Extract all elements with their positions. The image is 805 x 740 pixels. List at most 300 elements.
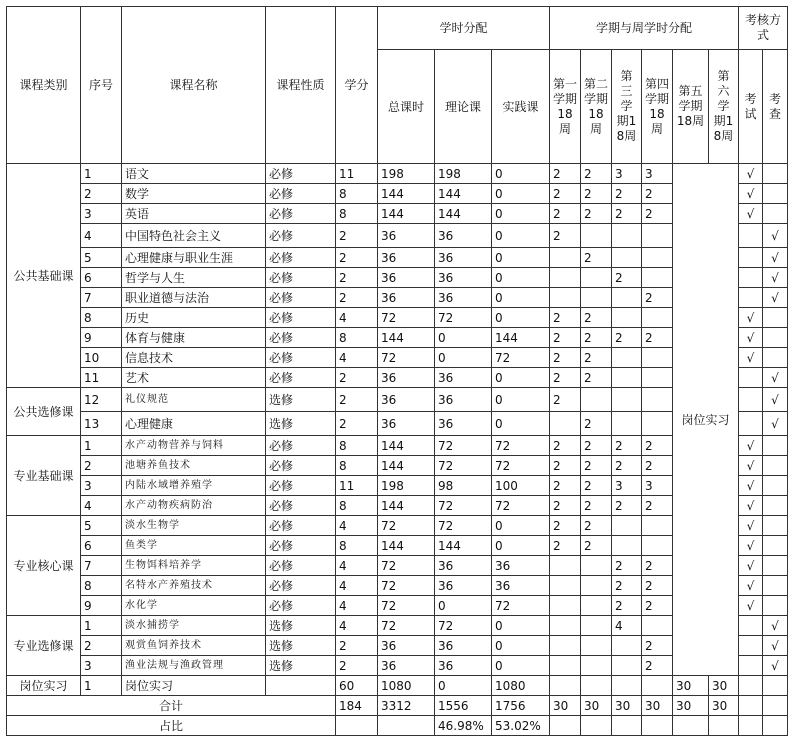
course-theory-hours: 72 xyxy=(435,616,492,636)
table-row xyxy=(7,636,788,656)
category-cell: 公共基础课 xyxy=(7,164,81,388)
course-name: 心理健康 xyxy=(122,412,266,436)
check-mark xyxy=(763,436,788,456)
term-2-hours: 2 xyxy=(581,328,612,348)
course-total-hours: 72 xyxy=(378,348,435,368)
table-row xyxy=(7,676,788,696)
term-4-hours: 2 xyxy=(642,328,673,348)
course-practice-hours: 72 xyxy=(492,596,550,616)
course-credit: 2 xyxy=(336,656,378,676)
course-name: 职业道德与法治 xyxy=(122,288,266,308)
term-2-hours: 2 xyxy=(581,436,612,456)
course-credit: 2 xyxy=(336,636,378,656)
course-theory-hours: 36 xyxy=(435,288,492,308)
row-no: 4 xyxy=(81,224,122,248)
course-nature: 必修 xyxy=(266,476,336,496)
course-theory-hours: 72 xyxy=(435,496,492,516)
course-nature: 选修 xyxy=(266,636,336,656)
ratio-empty xyxy=(581,716,612,736)
ratio-empty xyxy=(739,716,763,736)
ratio-empty xyxy=(673,716,709,736)
check-mark xyxy=(763,676,788,696)
term-1-hours xyxy=(550,676,581,696)
course-name: 哲学与人生 xyxy=(122,268,266,288)
course-practice-hours: 72 xyxy=(492,456,550,476)
course-name: 观赏鱼饲养技术 xyxy=(122,636,266,656)
exam-mark: √ xyxy=(739,596,763,616)
check-mark xyxy=(763,308,788,328)
table-row xyxy=(7,456,788,476)
course-theory-hours: 0 xyxy=(435,328,492,348)
course-nature: 必修 xyxy=(266,436,336,456)
term-1-hours xyxy=(550,248,581,268)
term-3-hours: 2 xyxy=(612,576,642,596)
course-nature: 选修 xyxy=(266,656,336,676)
row-no: 3 xyxy=(81,476,122,496)
term-2-hours xyxy=(581,676,612,696)
course-name: 渔业法规与渔政管理 xyxy=(122,656,266,676)
term-1-hours xyxy=(550,288,581,308)
header-theory: 理论课 xyxy=(435,50,492,164)
course-nature: 必修 xyxy=(266,516,336,536)
course-nature: 选修 xyxy=(266,388,336,412)
term-1-hours xyxy=(550,596,581,616)
category-cell: 专业核心课 xyxy=(7,516,81,616)
term-2-hours: 2 xyxy=(581,516,612,536)
check-mark xyxy=(763,596,788,616)
check-mark: √ xyxy=(763,656,788,676)
course-practice-hours: 0 xyxy=(492,412,550,436)
course-theory-hours: 36 xyxy=(435,576,492,596)
course-theory-hours: 36 xyxy=(435,248,492,268)
course-nature: 必修 xyxy=(266,496,336,516)
course-nature: 必修 xyxy=(266,224,336,248)
row-no: 6 xyxy=(81,536,122,556)
total-credit: 184 xyxy=(336,696,378,716)
course-total-hours: 36 xyxy=(378,388,435,412)
row-no: 3 xyxy=(81,204,122,224)
term-1-hours: 2 xyxy=(550,496,581,516)
course-total-hours: 198 xyxy=(378,476,435,496)
term-2-hours xyxy=(581,288,612,308)
term-2-hours xyxy=(581,388,612,412)
course-nature: 选修 xyxy=(266,412,336,436)
term-1-hours: 2 xyxy=(550,308,581,328)
row-no: 3 xyxy=(81,656,122,676)
course-nature: 必修 xyxy=(266,288,336,308)
course-theory-hours: 36 xyxy=(435,388,492,412)
term-4-hours xyxy=(642,676,673,696)
table-row xyxy=(7,516,788,536)
course-practice-hours: 36 xyxy=(492,556,550,576)
table-row xyxy=(7,436,788,456)
course-total-hours: 36 xyxy=(378,368,435,388)
term-4-hours xyxy=(642,248,673,268)
table-row xyxy=(7,496,788,516)
term-1-hours: 2 xyxy=(550,476,581,496)
table-row xyxy=(7,412,788,436)
course-total-hours: 36 xyxy=(378,268,435,288)
course-total-hours: 36 xyxy=(378,412,435,436)
course-name: 礼仪规范 xyxy=(122,388,266,412)
term-4-hours xyxy=(642,308,673,328)
table-row xyxy=(7,556,788,576)
check-mark xyxy=(763,536,788,556)
course-theory-hours: 36 xyxy=(435,556,492,576)
table-body xyxy=(7,164,788,736)
total-exam xyxy=(739,696,763,716)
course-credit: 2 xyxy=(336,224,378,248)
check-mark xyxy=(763,556,788,576)
category-cell: 专业选修课 xyxy=(7,616,81,676)
check-mark: √ xyxy=(763,636,788,656)
course-nature: 必修 xyxy=(266,248,336,268)
term-2-hours: 2 xyxy=(581,308,612,328)
header-exam: 考试 xyxy=(739,50,763,164)
term-4-hours: 2 xyxy=(642,576,673,596)
total-term-4: 30 xyxy=(642,696,673,716)
course-name: 鱼类学 xyxy=(122,536,266,556)
term-2-hours: 2 xyxy=(581,496,612,516)
total-term-2: 30 xyxy=(581,696,612,716)
exam-mark: √ xyxy=(739,308,763,328)
check-mark: √ xyxy=(763,288,788,308)
course-credit: 11 xyxy=(336,164,378,184)
total-hours: 3312 xyxy=(378,696,435,716)
header-name: 课程名称 xyxy=(122,7,266,164)
course-credit: 8 xyxy=(336,436,378,456)
table-row xyxy=(7,328,788,348)
term-3-hours: 2 xyxy=(612,556,642,576)
course-total-hours: 72 xyxy=(378,516,435,536)
exam-mark xyxy=(739,288,763,308)
term-1-hours: 2 xyxy=(550,328,581,348)
course-credit: 2 xyxy=(336,288,378,308)
course-theory-hours: 36 xyxy=(435,656,492,676)
table-row xyxy=(7,368,788,388)
check-mark: √ xyxy=(763,224,788,248)
course-credit: 8 xyxy=(336,204,378,224)
term-2-hours xyxy=(581,616,612,636)
table-row xyxy=(7,476,788,496)
course-total-hours: 36 xyxy=(378,636,435,656)
course-theory-hours: 144 xyxy=(435,184,492,204)
course-credit: 8 xyxy=(336,536,378,556)
course-nature: 必修 xyxy=(266,456,336,476)
exam-mark: √ xyxy=(739,348,763,368)
term-3-hours xyxy=(612,288,642,308)
term-3-hours: 2 xyxy=(612,184,642,204)
exam-mark xyxy=(739,676,763,696)
exam-mark: √ xyxy=(739,476,763,496)
course-theory-hours: 0 xyxy=(435,676,492,696)
exam-mark xyxy=(739,224,763,248)
course-name: 淡水生物学 xyxy=(122,516,266,536)
header-assess-group: 考核方式 xyxy=(739,7,788,50)
course-nature: 必修 xyxy=(266,348,336,368)
exam-mark: √ xyxy=(739,536,763,556)
total-term-3: 30 xyxy=(612,696,642,716)
total-practice: 1756 xyxy=(492,696,550,716)
teaching-plan-table xyxy=(6,6,788,736)
row-no: 6 xyxy=(81,268,122,288)
course-credit: 8 xyxy=(336,184,378,204)
course-credit: 4 xyxy=(336,308,378,328)
course-nature: 必修 xyxy=(266,184,336,204)
course-practice-hours: 0 xyxy=(492,164,550,184)
course-name: 数学 xyxy=(122,184,266,204)
exam-mark: √ xyxy=(739,328,763,348)
ratio-total xyxy=(378,716,435,736)
course-credit: 4 xyxy=(336,556,378,576)
course-total-hours: 72 xyxy=(378,556,435,576)
check-mark: √ xyxy=(763,388,788,412)
course-name: 岗位实习 xyxy=(122,676,266,696)
term-3-hours: 3 xyxy=(612,476,642,496)
term-1-hours xyxy=(550,576,581,596)
check-mark xyxy=(763,328,788,348)
check-mark xyxy=(763,184,788,204)
row-no: 5 xyxy=(81,516,122,536)
term-2-hours xyxy=(581,556,612,576)
ratio-empty xyxy=(550,716,581,736)
course-practice-hours: 144 xyxy=(492,328,550,348)
course-name: 中国特色社会主义 xyxy=(122,224,266,248)
term-3-hours xyxy=(612,388,642,412)
ratio-credit xyxy=(336,716,378,736)
row-no: 2 xyxy=(81,184,122,204)
course-credit: 4 xyxy=(336,596,378,616)
course-credit: 8 xyxy=(336,496,378,516)
table-row xyxy=(7,184,788,204)
course-practice-hours: 0 xyxy=(492,656,550,676)
term-4-hours: 2 xyxy=(642,184,673,204)
exam-mark: √ xyxy=(739,516,763,536)
course-nature: 必修 xyxy=(266,596,336,616)
term-1-hours xyxy=(550,556,581,576)
header-term-2: 第二学期18周 xyxy=(581,50,612,164)
term-4-hours xyxy=(642,268,673,288)
category-cell: 岗位实习 xyxy=(7,676,81,696)
term-3-hours xyxy=(612,308,642,328)
course-credit: 2 xyxy=(336,388,378,412)
course-practice-hours: 0 xyxy=(492,224,550,248)
term-4-hours: 2 xyxy=(642,556,673,576)
course-credit: 2 xyxy=(336,248,378,268)
term-4-hours: 3 xyxy=(642,476,673,496)
term-4-hours: 2 xyxy=(642,288,673,308)
course-theory-hours: 0 xyxy=(435,596,492,616)
row-no: 1 xyxy=(81,436,122,456)
table-row xyxy=(7,596,788,616)
course-theory-hours: 36 xyxy=(435,224,492,248)
term-2-hours: 2 xyxy=(581,476,612,496)
course-name: 水产动物营养与饲料 xyxy=(122,436,266,456)
term-2-hours: 2 xyxy=(581,248,612,268)
exam-mark xyxy=(739,368,763,388)
course-practice-hours: 0 xyxy=(492,636,550,656)
course-nature: 必修 xyxy=(266,368,336,388)
header-practice: 实践课 xyxy=(492,50,550,164)
course-nature: 必修 xyxy=(266,328,336,348)
term-2-hours: 2 xyxy=(581,456,612,476)
term-3-hours: 2 xyxy=(612,436,642,456)
table-row xyxy=(7,308,788,328)
course-practice-hours: 0 xyxy=(492,184,550,204)
check-mark xyxy=(763,516,788,536)
course-practice-hours: 0 xyxy=(492,204,550,224)
course-name: 池塘养鱼技术 xyxy=(122,456,266,476)
term-1-hours: 2 xyxy=(550,204,581,224)
row-no: 5 xyxy=(81,248,122,268)
check-mark xyxy=(763,476,788,496)
ratio-empty xyxy=(612,716,642,736)
term-2-hours: 2 xyxy=(581,368,612,388)
course-total-hours: 36 xyxy=(378,656,435,676)
term-1-hours xyxy=(550,412,581,436)
term-1-hours: 2 xyxy=(550,388,581,412)
course-nature: 选修 xyxy=(266,616,336,636)
course-name: 水化学 xyxy=(122,596,266,616)
term-4-hours xyxy=(642,536,673,556)
term-4-hours: 2 xyxy=(642,496,673,516)
course-credit: 2 xyxy=(336,268,378,288)
ratio-label: 占比 xyxy=(7,716,336,736)
term-1-hours: 2 xyxy=(550,456,581,476)
total-term-5: 30 xyxy=(673,696,709,716)
term-4-hours: 3 xyxy=(642,164,673,184)
course-name: 英语 xyxy=(122,204,266,224)
term-4-hours: 2 xyxy=(642,204,673,224)
course-nature: 必修 xyxy=(266,576,336,596)
total-term-1: 30 xyxy=(550,696,581,716)
row-no: 4 xyxy=(81,496,122,516)
check-mark xyxy=(763,576,788,596)
check-mark xyxy=(763,496,788,516)
course-total-hours: 72 xyxy=(378,596,435,616)
course-total-hours: 144 xyxy=(378,436,435,456)
term-3-hours xyxy=(612,248,642,268)
term-4-hours: 2 xyxy=(642,456,673,476)
term-2-hours xyxy=(581,224,612,248)
term-3-hours: 3 xyxy=(612,164,642,184)
header-term-4: 第四学期18周 xyxy=(642,50,673,164)
term-4-hours: 2 xyxy=(642,636,673,656)
course-total-hours: 1080 xyxy=(378,676,435,696)
row-no: 12 xyxy=(81,388,122,412)
course-name: 历史 xyxy=(122,308,266,328)
table-row xyxy=(7,164,788,184)
total-row xyxy=(7,696,788,716)
term-3-hours: 4 xyxy=(612,616,642,636)
course-practice-hours: 0 xyxy=(492,368,550,388)
course-theory-hours: 36 xyxy=(435,268,492,288)
exam-mark: √ xyxy=(739,436,763,456)
term-3-hours xyxy=(612,348,642,368)
course-practice-hours: 1080 xyxy=(492,676,550,696)
header-term-6: 第六学期18周 xyxy=(709,50,739,164)
check-mark xyxy=(763,164,788,184)
header-hours-group: 学时分配 xyxy=(378,7,550,50)
table-row xyxy=(7,348,788,368)
term-1-hours xyxy=(550,656,581,676)
table-row xyxy=(7,204,788,224)
term-3-hours: 2 xyxy=(612,596,642,616)
total-theory: 1556 xyxy=(435,696,492,716)
term-2-hours xyxy=(581,268,612,288)
course-name: 体育与健康 xyxy=(122,328,266,348)
course-total-hours: 144 xyxy=(378,184,435,204)
header-check: 考查 xyxy=(763,50,788,164)
term-3-hours: 2 xyxy=(612,456,642,476)
total-term-6: 30 xyxy=(709,696,739,716)
course-total-hours: 72 xyxy=(378,576,435,596)
term-1-hours: 2 xyxy=(550,516,581,536)
course-theory-hours: 198 xyxy=(435,164,492,184)
exam-mark: √ xyxy=(739,164,763,184)
ratio-row xyxy=(7,716,788,736)
exam-mark xyxy=(739,636,763,656)
term-1-hours xyxy=(550,616,581,636)
term-2-hours xyxy=(581,596,612,616)
term-4-hours xyxy=(642,224,673,248)
course-name: 水产动物疾病防治 xyxy=(122,496,266,516)
course-practice-hours: 36 xyxy=(492,576,550,596)
check-mark: √ xyxy=(763,412,788,436)
course-credit: 11 xyxy=(336,476,378,496)
row-no: 7 xyxy=(81,288,122,308)
table-row xyxy=(7,536,788,556)
course-total-hours: 72 xyxy=(378,308,435,328)
course-theory-hours: 0 xyxy=(435,348,492,368)
course-nature: 必修 xyxy=(266,536,336,556)
row-no: 10 xyxy=(81,348,122,368)
term-3-hours xyxy=(612,368,642,388)
row-no: 1 xyxy=(81,164,122,184)
row-no: 9 xyxy=(81,328,122,348)
exam-mark: √ xyxy=(739,184,763,204)
exam-mark: √ xyxy=(739,556,763,576)
course-practice-hours: 0 xyxy=(492,268,550,288)
course-theory-hours: 72 xyxy=(435,308,492,328)
course-total-hours: 144 xyxy=(378,536,435,556)
row-no: 8 xyxy=(81,576,122,596)
term-3-hours xyxy=(612,636,642,656)
term-4-hours xyxy=(642,388,673,412)
term-3-hours: 2 xyxy=(612,268,642,288)
term-5-hours: 30 xyxy=(673,676,709,696)
header-no: 序号 xyxy=(81,7,122,164)
course-credit: 60 xyxy=(336,676,378,696)
course-credit: 2 xyxy=(336,412,378,436)
ratio-empty xyxy=(763,716,788,736)
term-1-hours: 2 xyxy=(550,184,581,204)
term-4-hours xyxy=(642,616,673,636)
course-practice-hours: 0 xyxy=(492,616,550,636)
term-1-hours: 2 xyxy=(550,164,581,184)
row-no: 1 xyxy=(81,676,122,696)
ratio-empty xyxy=(709,716,739,736)
term-2-hours: 2 xyxy=(581,184,612,204)
term-2-hours: 2 xyxy=(581,412,612,436)
course-credit: 2 xyxy=(336,368,378,388)
term-4-hours xyxy=(642,348,673,368)
exam-mark xyxy=(739,248,763,268)
course-total-hours: 144 xyxy=(378,204,435,224)
term-2-hours: 2 xyxy=(581,204,612,224)
exam-mark: √ xyxy=(739,456,763,476)
course-practice-hours: 0 xyxy=(492,536,550,556)
